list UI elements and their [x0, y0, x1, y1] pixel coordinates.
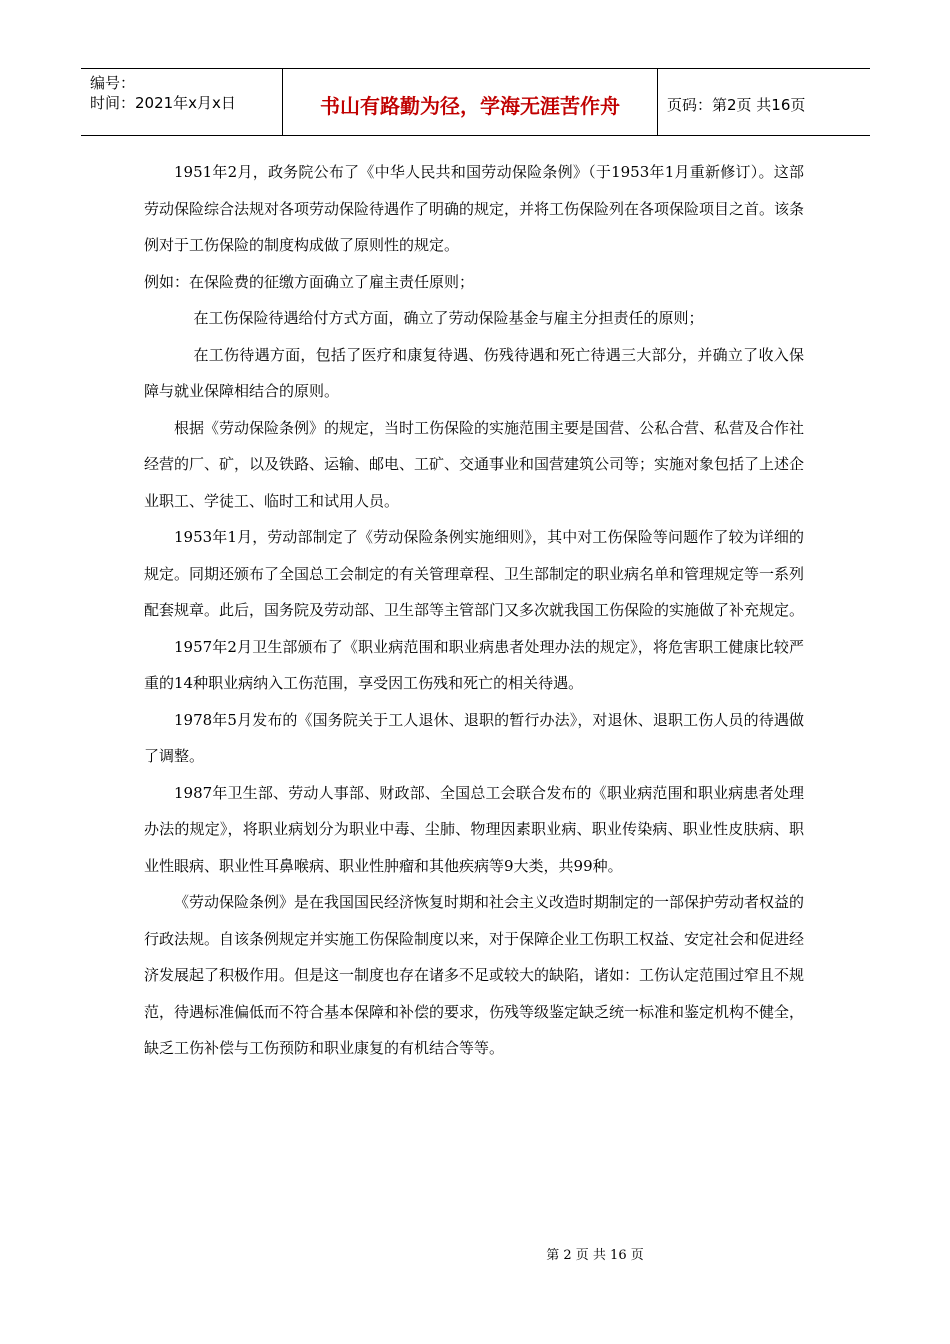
paragraph: 1987年卫生部、劳动人事部、财政部、全国总工会联合发布的《职业病范围和职业病患者处理办法的规定》，将职业病划分为职业中毒、尘肺、物理因素职业病、职业传染病、职业性皮肤病、职业性眼病、职业性耳鼻喉病、职业性肿瘤和其他疾病等9大类，共99种。 [144, 783, 804, 875]
document-number-label: 编号： [90, 74, 136, 92]
page-header [81, 68, 870, 136]
paragraph: 《劳动保险条例》是在我国国民经济恢复时期和社会主义改造时期制定的一部保护劳动者权益的行政法规。自该条例规定并实施工伤保险制度以来，对于保障企业工伤职工权益、安定社会和促进经济发展起了积极作用。但是这一制度也存在诸多不足或较大的缺陷，诸如：工伤认定范围过窄且不规范，待遇标准偏低而不符合基本保障和补偿的要求，伤残等级鉴定缺乏统一标准和鉴定机构不健全，缺乏工伤补偿与工伤预防和职业康复的有机结合等等。 [144, 893, 805, 1057]
paragraph: 1978年5月发布的《国务院关于工人退休、退职的暂行办法》，对退休、退职工伤人员的待遇做了调整。 [144, 710, 804, 765]
header-page-info: 页码：第2页 共16页 [667, 95, 806, 114]
page-footer [0, 1244, 950, 1263]
paragraph: 在工伤待遇方面，包括了医疗和康复待遇、伤残待遇和死亡待遇三大部分，并确立了收入保障与就业保障相结合的原则。 [144, 345, 804, 400]
footer-page-number: 第 2 页 共 16 页 [546, 1248, 644, 1263]
paragraph: 根据《劳动保险条例》的规定，当时工伤保险的实施范围主要是国营、公私合营、私营及合作社经营的厂、矿，以及铁路、运输、邮电、工矿、交通事业和国营建筑公司等；实施对象包括了上述企业职工、学徒工、临时工和试用人员。 [144, 418, 805, 510]
document-date: 时间：2021年x月x日 [90, 94, 236, 112]
header-meta [81, 69, 283, 135]
paragraph: 1951年2月，政务院公布了《中华人民共和国劳动保险条例》（于1953年1月重新修订）。这部劳动保险综合法规对各项劳动保险待遇作了明确的规定，并将工伤保险列在各项保险项目之首。该条例对于工伤保险的制度构成做了原则性的规定。 [144, 163, 805, 254]
paragraph: 1953年1月，劳动部制定了《劳动保险条例实施细则》，其中对工伤保险等问题作了较为详细的规定。同期还颁布了全国总工会制定的有关管理章程、卫生部制定的职业病名单和管理规定等一系列配套规章。此后，国务院及劳动部、卫生部等主管部门又多次就我国工伤保险的实施做了补充规定。 [144, 528, 805, 619]
document-body [144, 154, 804, 1067]
paragraph: 在工伤保险待遇给付方式方面，确立了劳动保险基金与雇主分担责任的原则； [193, 309, 704, 327]
paragraph: 例如：在保险费的征缴方面确立了雇主责任原则； [144, 272, 475, 291]
header-motto: 书山有路勤为径，学海无涯苦作舟 [283, 69, 658, 135]
paragraph: 1957年2月卫生部颁布了《职业病范围和职业病患者处理办法的规定》，将危害职工健康比较严重的14种职业病纳入工伤范围，享受因工伤残和死亡的相关待遇。 [144, 637, 804, 692]
